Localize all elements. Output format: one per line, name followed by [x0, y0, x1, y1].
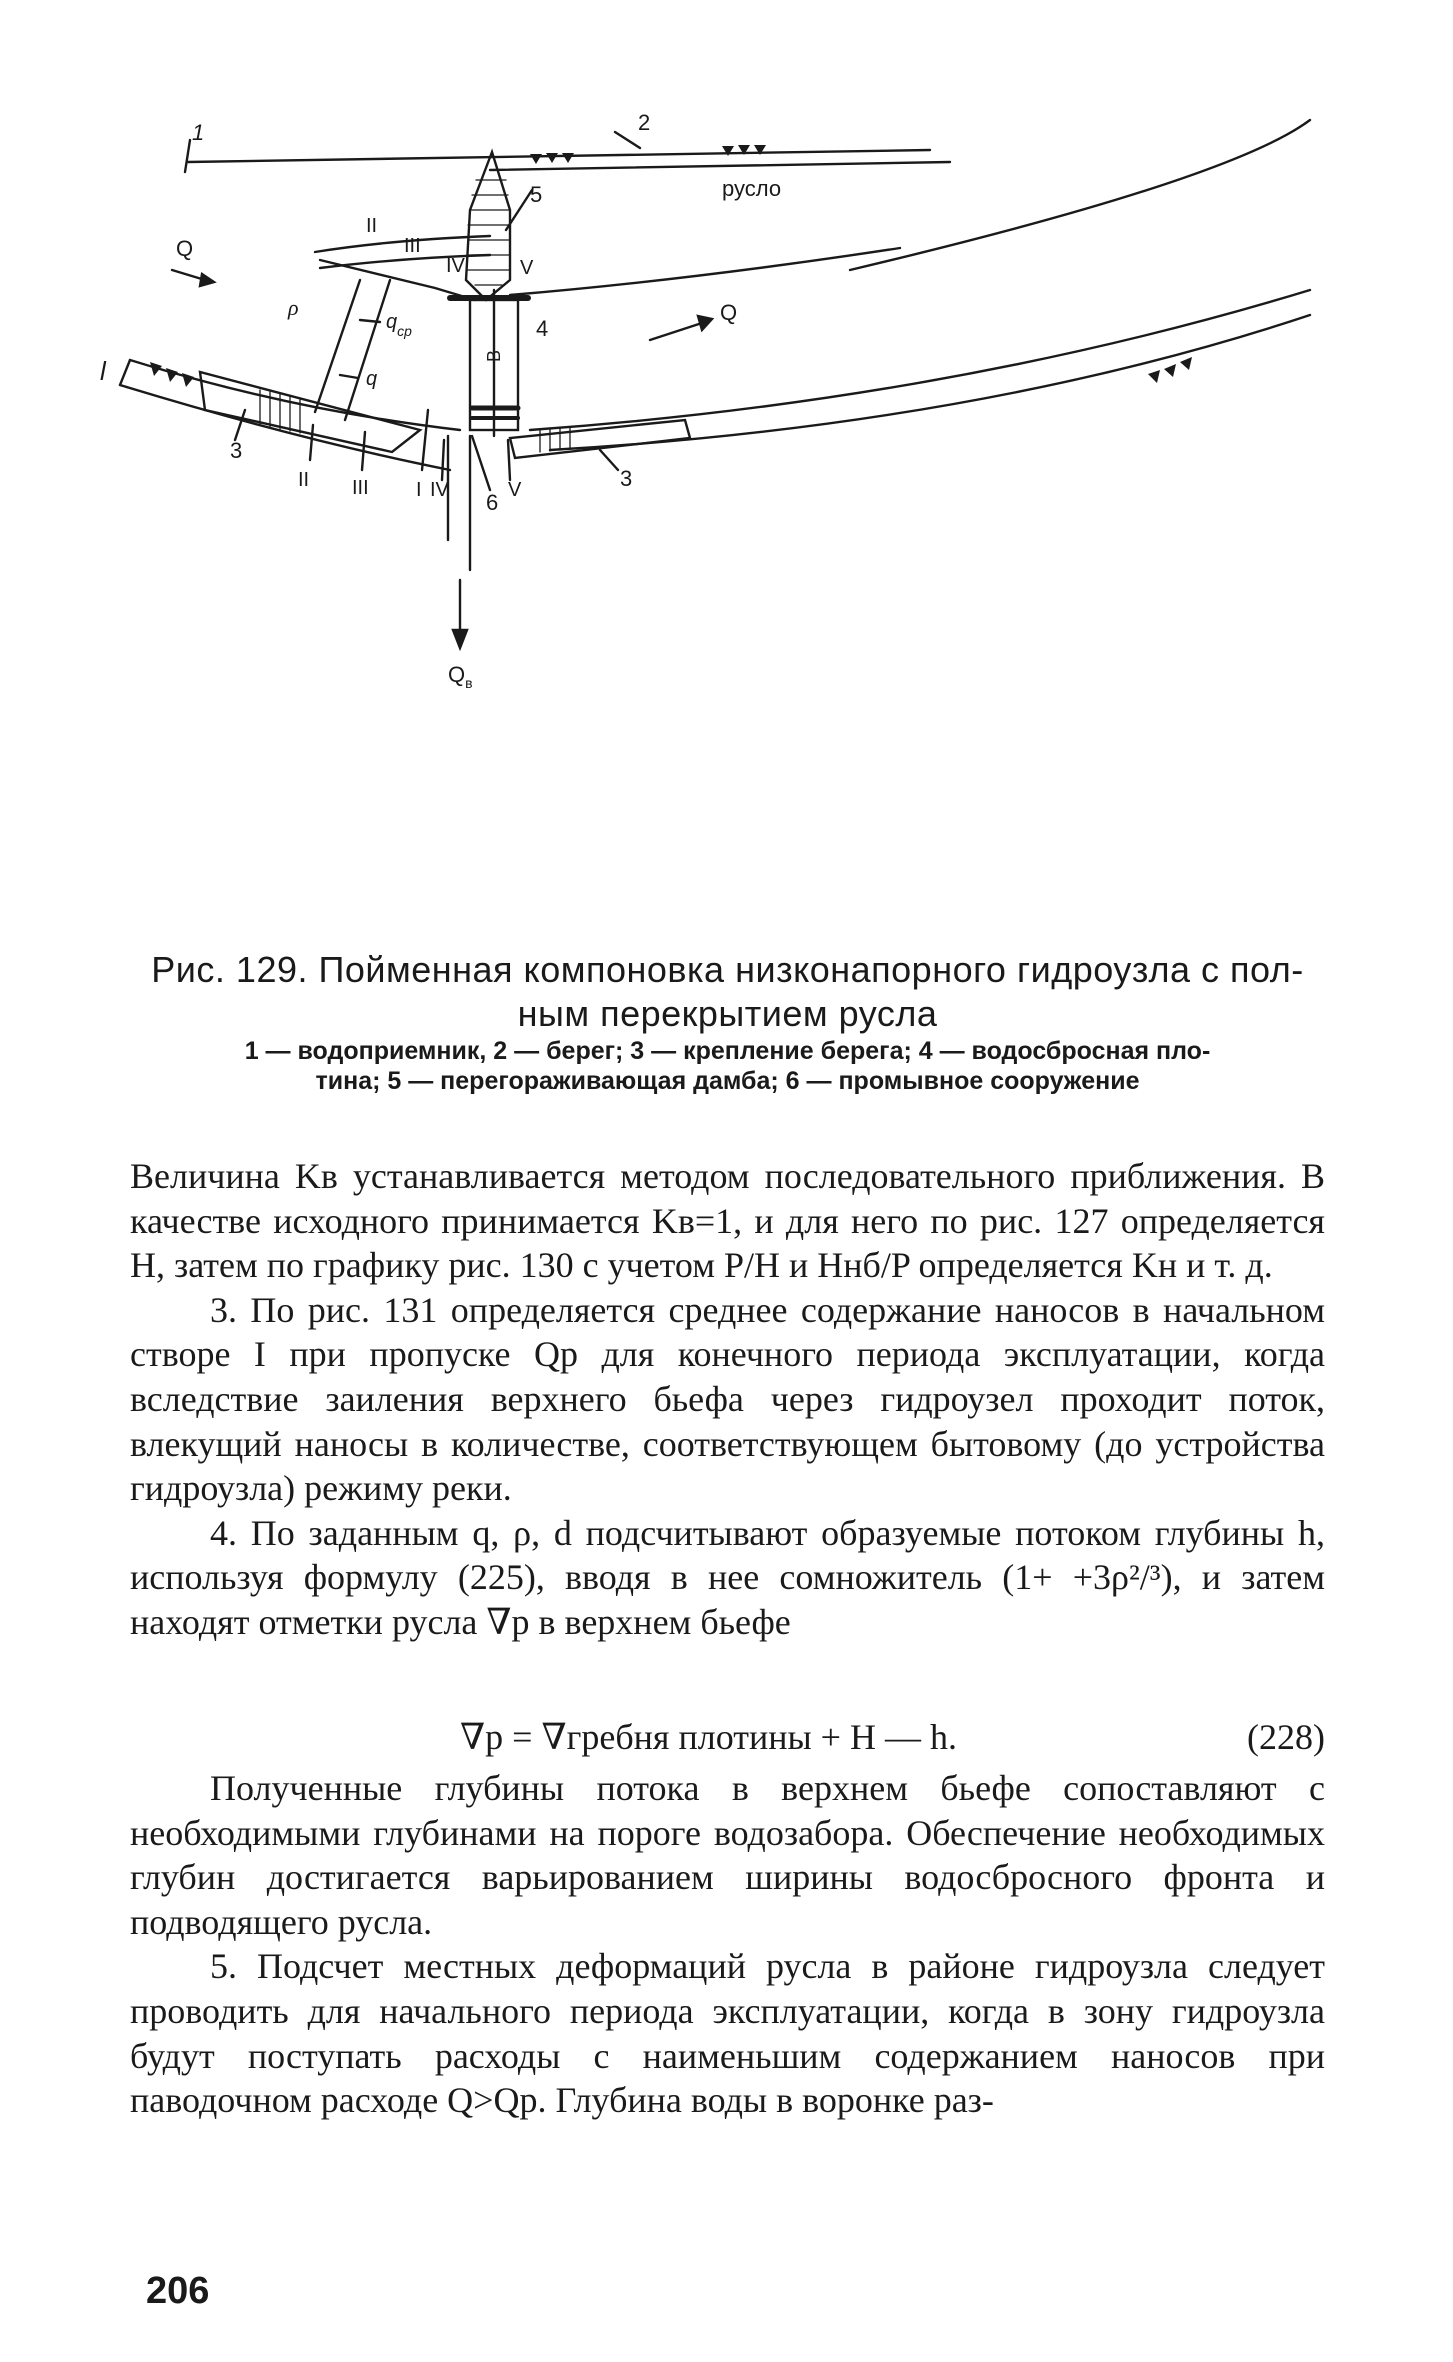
label-ruslo: русло: [722, 176, 782, 201]
leader-3-left: [235, 410, 245, 440]
label-section-V-bot: V: [508, 479, 522, 501]
label-6: 6: [486, 490, 499, 515]
label-q: q: [366, 368, 378, 390]
formula-expression: ∇р = ∇гребня плотины + H — h.: [460, 1717, 957, 1757]
label-section-I-bot: I: [416, 479, 422, 501]
label-3-left: 3: [230, 438, 243, 463]
page-number: 206: [146, 2270, 210, 2312]
label-5: 5: [530, 182, 543, 207]
bank-left-hatch: [150, 362, 194, 387]
label-q-left: Q: [176, 236, 194, 261]
label-q-b: $Q_в$: [448, 662, 473, 691]
label-q-right: Q: [720, 300, 738, 325]
section-I: [422, 410, 428, 470]
caption-title-line-2: ным перекрытием русла: [517, 993, 938, 1034]
bank-top-tick: [185, 140, 190, 172]
outflow-arrowhead: [453, 630, 467, 648]
caption-legend-line-2: тина; 5 — перегораживающая дамба; 6 — промывное сооружение: [315, 1067, 1140, 1095]
flow-arrow-right-head: [698, 316, 712, 330]
leader-3-right: [600, 450, 618, 470]
upper-dam-curve: [315, 236, 490, 252]
bank-top-line: [188, 150, 930, 162]
figure-caption-title: [130, 948, 1325, 1036]
paragraph-1: Величина Kв устанавливается методом последовательного приближения. В качестве исходного принимается Kв=1, и для него по рис. 127 определяется H, затем по графику рис. 130 с учетом P/H и Hнб/P определяется Kн и т. д.: [130, 1156, 1325, 1286]
flow-arrow-right: [650, 322, 705, 340]
caption-title-line-1: Рис. 129. Пойменная компоновка низконапорного гидроузла с пол-: [151, 949, 1304, 990]
label-rho: ρ: [288, 295, 299, 320]
q-leader: [340, 375, 358, 378]
bank-left-end: [120, 360, 130, 385]
label-section-II-top: II: [366, 215, 378, 237]
formula-number: (228): [1247, 1717, 1325, 1757]
section-IV: [442, 440, 444, 480]
label-section-II-bot: II: [298, 469, 310, 491]
bank-reinforcement-3-right: [510, 420, 690, 458]
paragraph-3: 4. По заданным q, ρ, d подсчитывают образуемые потоком глубины h, используя формулу (225), вводя в нее сомножитель (1+ +3ρ²/³), и затем находят отметки русла ∇р в верхнем бьефе: [130, 1512, 1325, 1642]
bank-right-curve: [510, 248, 900, 295]
label-section-V-top: V: [520, 257, 534, 279]
figure-129-diagram: [100, 110, 1310, 920]
label-4: 4: [536, 316, 549, 341]
leader-2: [615, 132, 640, 148]
body-text-lower: [130, 1766, 1325, 2123]
label-2: 2: [638, 110, 651, 135]
bank-right-outer: [850, 120, 1310, 270]
section-V: [508, 440, 510, 480]
label-section-IV-bot: IV: [430, 479, 449, 501]
barrier-dam-5: [466, 152, 510, 300]
formula-228: [130, 1716, 1325, 1762]
figure-caption-legend: [130, 1036, 1325, 1096]
dam-5-hatching: [467, 180, 510, 285]
intake-channel-left-upper: [130, 360, 460, 430]
paragraph-4: Полученные глубины потока в верхнем бьефе сопоставляют с необходимыми глубинами на пороге водозабора. Обеспечение необходимых глубин достигается варьированием ширины водосбросного фронта и подводящего русла.: [130, 1768, 1325, 1942]
body-text-upper: [130, 1154, 1325, 1645]
label-section-III-top: III: [404, 235, 421, 257]
label-l1: l: [100, 356, 106, 386]
label-section-III-bot: III: [352, 477, 369, 499]
section-III-low: [362, 432, 365, 470]
figure-labels: [100, 110, 781, 691]
paragraph-5: 5. Подсчет местных деформаций русла в районе гидроузла следует проводить для начального периода эксплуатации, когда в зону гидроузла будут поступать расходы с наименьшим содержанием наносов при паводочном расходе Q>Qр. Глубина воды в воронке раз-: [130, 1946, 1325, 2121]
label-B: В: [484, 349, 504, 362]
label-3-right: 3: [620, 466, 633, 491]
label-section-IV-top: IV: [446, 255, 465, 277]
caption-legend-line-1: 1 — водоприемник, 2 — берег; 3 — крепление берега; 4 — водосбросная пло-: [244, 1037, 1211, 1065]
flow-arrow-left-head: [200, 274, 214, 286]
label-1: 1: [192, 120, 205, 145]
label-qcp: $q_{ср}$: [386, 311, 412, 339]
leader-6: [472, 436, 490, 490]
section-II-low: [310, 425, 313, 460]
bank-top-line-2: [490, 162, 950, 170]
paragraph-2: 3. По рис. 131 определяется среднее содержание наносов в начальном створе I при пропуске Qр для конечного периода эксплуатации, когда вследствие заиления верхнего бьефа через гидроузел проходит поток, влекущий наносы в количестве, соответствующем бытовому (до устройства гидроузла) режиму реки.: [130, 1289, 1325, 1509]
